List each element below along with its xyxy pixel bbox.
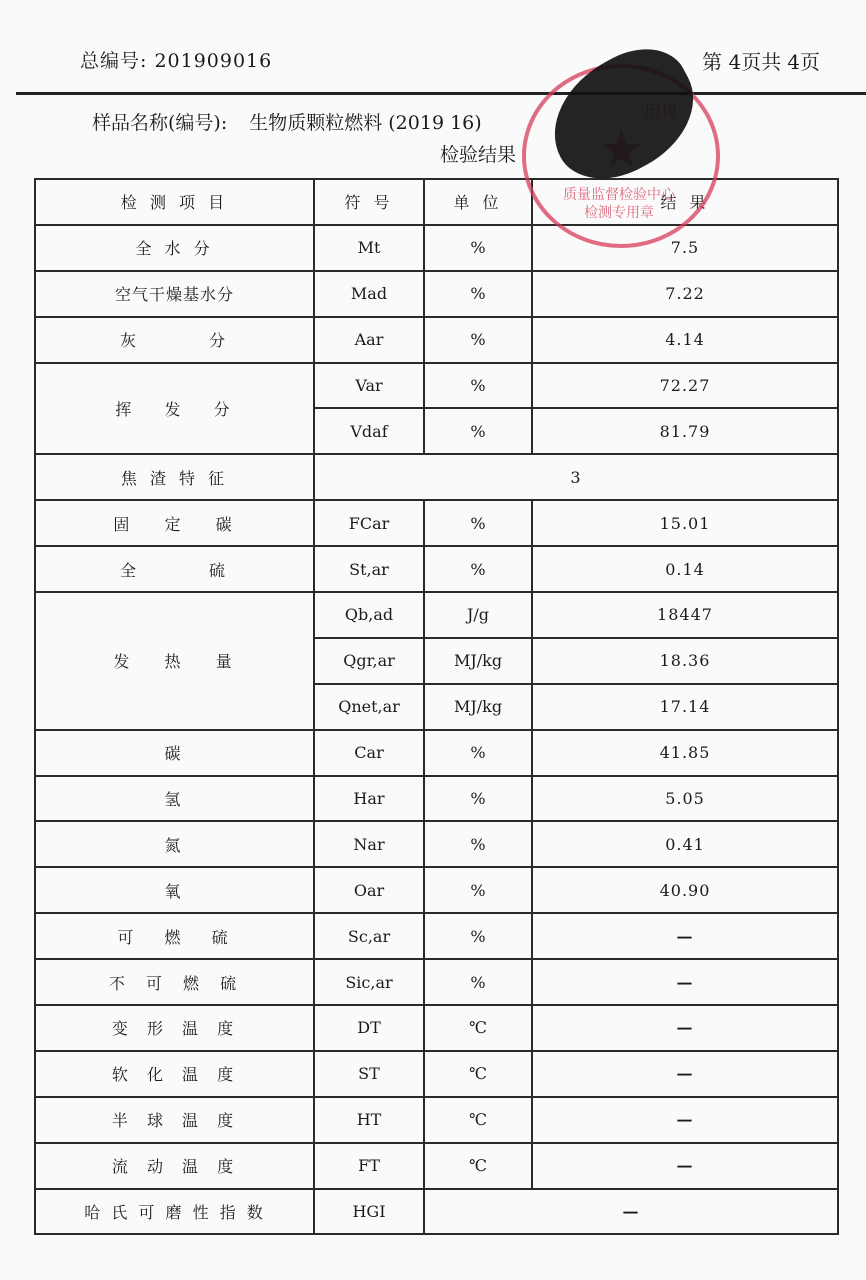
table-row bbox=[35, 821, 838, 867]
sample-name-line bbox=[92, 108, 482, 135]
table-row bbox=[35, 1189, 838, 1235]
row-value: 18.36 bbox=[532, 638, 838, 684]
row-symbol: Sic,ar bbox=[314, 959, 424, 1005]
row-symbol: Mad bbox=[314, 271, 424, 317]
page-indicator bbox=[702, 46, 826, 75]
row-value: 15.01 bbox=[532, 500, 838, 546]
table-row bbox=[35, 317, 838, 363]
row-symbol: Qb,ad bbox=[314, 592, 424, 638]
table-header-row bbox=[35, 179, 838, 225]
row-value: 40.90 bbox=[532, 867, 838, 913]
row-symbol: FT bbox=[314, 1143, 424, 1189]
row-symbol: ST bbox=[314, 1051, 424, 1097]
row-item: 全 硫 bbox=[35, 546, 314, 592]
sample-label: 样品名称(编号): bbox=[92, 112, 228, 134]
row-value: 3 bbox=[314, 454, 838, 500]
row-item: 全 水 分 bbox=[35, 225, 314, 271]
row-value: 5.05 bbox=[532, 776, 838, 822]
table-row bbox=[35, 867, 838, 913]
sample-value: 生物质颗粒燃料 (2019 16) bbox=[249, 112, 482, 134]
row-value: 18447 bbox=[532, 592, 838, 638]
table-row bbox=[35, 959, 838, 1005]
row-unit: % bbox=[424, 363, 532, 409]
row-unit: ℃ bbox=[424, 1143, 532, 1189]
row-item: 发 热 量 bbox=[35, 592, 314, 730]
redaction-blot bbox=[531, 31, 715, 199]
row-value: — bbox=[532, 959, 838, 1005]
row-unit: MJ/kg bbox=[424, 638, 532, 684]
row-symbol: Qgr,ar bbox=[314, 638, 424, 684]
row-value: — bbox=[532, 1097, 838, 1143]
row-item: 碳 bbox=[35, 730, 314, 776]
seal-bottom-text: 质量监督检验中心 检测专用章 bbox=[563, 187, 675, 221]
table-row bbox=[35, 592, 838, 638]
row-unit: % bbox=[424, 959, 532, 1005]
row-unit: % bbox=[424, 913, 532, 959]
row-item: 氧 bbox=[35, 867, 314, 913]
table-row bbox=[35, 776, 838, 822]
row-symbol: FCar bbox=[314, 500, 424, 546]
row-value: 72.27 bbox=[532, 363, 838, 409]
row-item: 空气干燥基水分 bbox=[35, 271, 314, 317]
header-symbol: 符 号 bbox=[314, 179, 424, 225]
row-value: 7.5 bbox=[532, 225, 838, 271]
row-unit: % bbox=[424, 730, 532, 776]
row-symbol: Nar bbox=[314, 821, 424, 867]
row-value: 0.41 bbox=[532, 821, 838, 867]
row-value: 17.14 bbox=[532, 684, 838, 730]
row-symbol: Oar bbox=[314, 867, 424, 913]
row-symbol: Car bbox=[314, 730, 424, 776]
row-item: 焦 渣 特 征 bbox=[35, 454, 314, 500]
row-value: — bbox=[424, 1189, 838, 1235]
page-total: 4页 bbox=[787, 50, 820, 74]
row-value: 81.79 bbox=[532, 408, 838, 454]
row-unit: % bbox=[424, 408, 532, 454]
row-symbol: HT bbox=[314, 1097, 424, 1143]
header-result: 结 果 bbox=[532, 179, 838, 225]
row-unit: % bbox=[424, 271, 532, 317]
table-row bbox=[35, 913, 838, 959]
row-value: — bbox=[532, 1005, 838, 1051]
table-row bbox=[35, 225, 838, 271]
row-item: 半 球 温 度 bbox=[35, 1097, 314, 1143]
row-unit: % bbox=[424, 500, 532, 546]
row-unit: ℃ bbox=[424, 1051, 532, 1097]
row-item: 固 定 碳 bbox=[35, 500, 314, 546]
row-item: 流 动 温 度 bbox=[35, 1143, 314, 1189]
row-unit: J/g bbox=[424, 592, 532, 638]
row-value: 7.22 bbox=[532, 271, 838, 317]
row-symbol: HGI bbox=[314, 1189, 424, 1235]
table-row bbox=[35, 546, 838, 592]
results-table bbox=[34, 178, 839, 1235]
page-current: 第 4页共 bbox=[702, 50, 782, 74]
row-unit: % bbox=[424, 317, 532, 363]
table-row bbox=[35, 1051, 838, 1097]
row-symbol: Mt bbox=[314, 225, 424, 271]
result-title: 检验结果 bbox=[440, 144, 517, 166]
row-value: 0.14 bbox=[532, 546, 838, 592]
row-value: — bbox=[532, 1143, 838, 1189]
table-row bbox=[35, 1097, 838, 1143]
row-unit: % bbox=[424, 867, 532, 913]
row-unit: ℃ bbox=[424, 1097, 532, 1143]
table-row bbox=[35, 271, 838, 317]
row-unit: MJ/kg bbox=[424, 684, 532, 730]
table-row bbox=[35, 363, 838, 409]
row-value: 41.85 bbox=[532, 730, 838, 776]
table-row bbox=[35, 500, 838, 546]
row-symbol: St,ar bbox=[314, 546, 424, 592]
row-unit: % bbox=[424, 821, 532, 867]
row-symbol: Har bbox=[314, 776, 424, 822]
row-item: 可 燃 硫 bbox=[35, 913, 314, 959]
row-item: 氮 bbox=[35, 821, 314, 867]
table-row bbox=[35, 730, 838, 776]
table-row bbox=[35, 1143, 838, 1189]
row-unit: ℃ bbox=[424, 1005, 532, 1051]
row-item: 不 可 燃 硫 bbox=[35, 959, 314, 1005]
row-value: — bbox=[532, 1051, 838, 1097]
row-unit: % bbox=[424, 225, 532, 271]
total-number: 总编号: 201909016 bbox=[80, 50, 273, 72]
row-unit: % bbox=[424, 776, 532, 822]
row-item: 软 化 温 度 bbox=[35, 1051, 314, 1097]
row-value: — bbox=[532, 913, 838, 959]
table-row bbox=[35, 454, 838, 500]
row-symbol: Vdaf bbox=[314, 408, 424, 454]
row-unit: % bbox=[424, 546, 532, 592]
row-value: 4.14 bbox=[532, 317, 838, 363]
table-row bbox=[35, 1005, 838, 1051]
header-rule bbox=[16, 92, 866, 95]
row-item: 哈 氏 可 磨 性 指 数 bbox=[35, 1189, 314, 1235]
row-symbol: Sc,ar bbox=[314, 913, 424, 959]
row-symbol: DT bbox=[314, 1005, 424, 1051]
row-symbol: Aar bbox=[314, 317, 424, 363]
row-item: 灰 分 bbox=[35, 317, 314, 363]
row-item: 变 形 温 度 bbox=[35, 1005, 314, 1051]
row-item: 挥 发 分 bbox=[35, 363, 314, 455]
row-symbol: Qnet,ar bbox=[314, 684, 424, 730]
row-item: 氢 bbox=[35, 776, 314, 822]
row-symbol: Var bbox=[314, 363, 424, 409]
header-unit: 单 位 bbox=[424, 179, 532, 225]
header-item: 检 测 项 目 bbox=[35, 179, 314, 225]
